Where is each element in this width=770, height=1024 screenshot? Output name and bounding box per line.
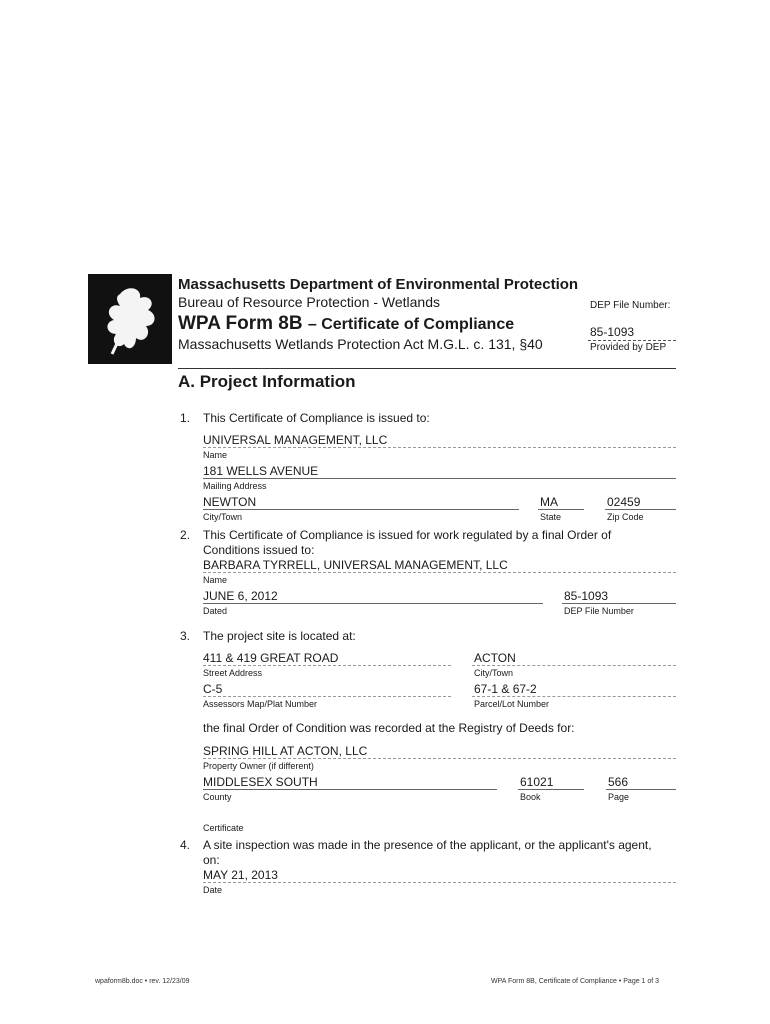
parcel-number-label: Parcel/Lot Number: [474, 699, 550, 709]
dep-provided-by: Provided by DEP: [590, 342, 667, 353]
parcel-number: 67-1 & 67-2: [474, 682, 537, 696]
field-line: [203, 603, 543, 604]
bureau-name: Bureau of Resource Protection - Wetlands: [178, 294, 440, 310]
field-line: [203, 789, 497, 790]
section-divider: [178, 368, 676, 369]
certificate-label: Certificate: [203, 823, 244, 833]
item-2-text-line2: Conditions issued to:: [203, 543, 315, 557]
site-city-label: City/Town: [474, 668, 514, 678]
page-label: Page: [608, 792, 630, 802]
property-owner: SPRING HILL AT ACTON, LLC: [203, 744, 368, 758]
field-line: [203, 665, 451, 666]
dep-oak-leaf-logo: [88, 274, 172, 364]
field-line: [562, 603, 676, 604]
agency-name: Massachusetts Department of Environmental Protection: [178, 276, 579, 293]
item-4-number: 4.: [180, 838, 191, 852]
item-2-number: 2.: [180, 528, 191, 542]
zip-code: 02459: [607, 495, 641, 509]
dep-file-number-label-2: DEP File Number: [564, 606, 634, 616]
dep-file-number-label: DEP File Number:: [590, 300, 671, 311]
form-title-main: WPA Form 8B: [178, 313, 303, 334]
field-line: [203, 882, 676, 883]
date-label: Date: [203, 885, 223, 895]
item-3-number: 3.: [180, 629, 191, 643]
item-2-text-line1: This Certificate of Compliance is issued for work regulated by a final Order of: [203, 528, 612, 542]
act-reference: Massachusetts Wetlands Protection Act M.G.L. c. 131, §40: [178, 336, 543, 352]
name-label: Name: [203, 450, 228, 460]
zip-code-label: Zip Code: [607, 512, 644, 522]
field-line: [203, 758, 676, 759]
field-line: [538, 509, 584, 510]
city-label: City/Town: [203, 512, 243, 522]
issued-to-name: UNIVERSAL MANAGEMENT, LLC: [203, 433, 388, 447]
book-label: Book: [520, 792, 541, 802]
order-issued-to-name: BARBARA TYRRELL, UNIVERSAL MANAGEMENT, LLC: [203, 558, 508, 572]
property-owner-label: Property Owner (if different): [203, 761, 314, 771]
item-1-number: 1.: [180, 411, 191, 425]
field-line: [203, 447, 676, 448]
inspection-date: MAY 21, 2013: [203, 868, 278, 882]
state: MA: [540, 495, 558, 509]
field-line: [203, 696, 451, 697]
mailing-address-label: Mailing Address: [203, 481, 267, 491]
form-title-subtitle: – Certificate of Compliance: [307, 316, 515, 333]
city: NEWTON: [203, 495, 257, 509]
order-date: JUNE 6, 2012: [203, 589, 278, 603]
section-title: A. Project Information: [178, 372, 356, 391]
street-address: 411 & 419 GREAT ROAD: [203, 651, 339, 665]
footer-right: WPA Form 8B, Certificate of Compliance • Page 1 of 3: [491, 978, 660, 985]
item-3-text: The project site is located at:: [203, 629, 356, 643]
assessors-map: C-5: [203, 682, 223, 696]
field-line: [203, 509, 519, 510]
footer-left: wpaform8b.doc • rev. 12/23/09: [95, 978, 190, 985]
dated-label: Dated: [203, 606, 228, 616]
field-line: [518, 789, 584, 790]
book: 61021: [520, 775, 554, 789]
item-4-text-line1: A site inspection was made in the presence of the applicant, or the applicant's agent,: [203, 838, 652, 852]
assessors-map-label: Assessors Map/Plat Number: [203, 699, 318, 709]
county: MIDDLESEX SOUTH: [203, 775, 318, 789]
oak-leaf-icon: [90, 276, 170, 362]
item-1-text: This Certificate of Compliance is issued to:: [203, 411, 430, 425]
form-title: [178, 313, 514, 335]
dep-file-number-line: [588, 340, 676, 341]
street-address-label: Street Address: [203, 668, 263, 678]
field-line: [203, 572, 676, 573]
field-line: [606, 789, 676, 790]
dep-file-number: 85-1093: [590, 325, 635, 339]
site-city: ACTON: [474, 651, 516, 665]
mailing-address: 181 WELLS AVENUE: [203, 464, 319, 478]
field-line: [203, 478, 676, 479]
name-label: Name: [203, 575, 228, 585]
county-label: County: [203, 792, 232, 802]
page: 566: [608, 775, 629, 789]
field-line: [472, 665, 676, 666]
field-line: [472, 696, 676, 697]
order-dep-file-number: 85-1093: [564, 589, 609, 603]
state-label: State: [540, 512, 562, 522]
field-line: [605, 509, 676, 510]
recorded-text: the final Order of Condition was recorded at the Registry of Deeds for:: [203, 721, 575, 735]
item-4-text-line2: on:: [203, 853, 220, 867]
